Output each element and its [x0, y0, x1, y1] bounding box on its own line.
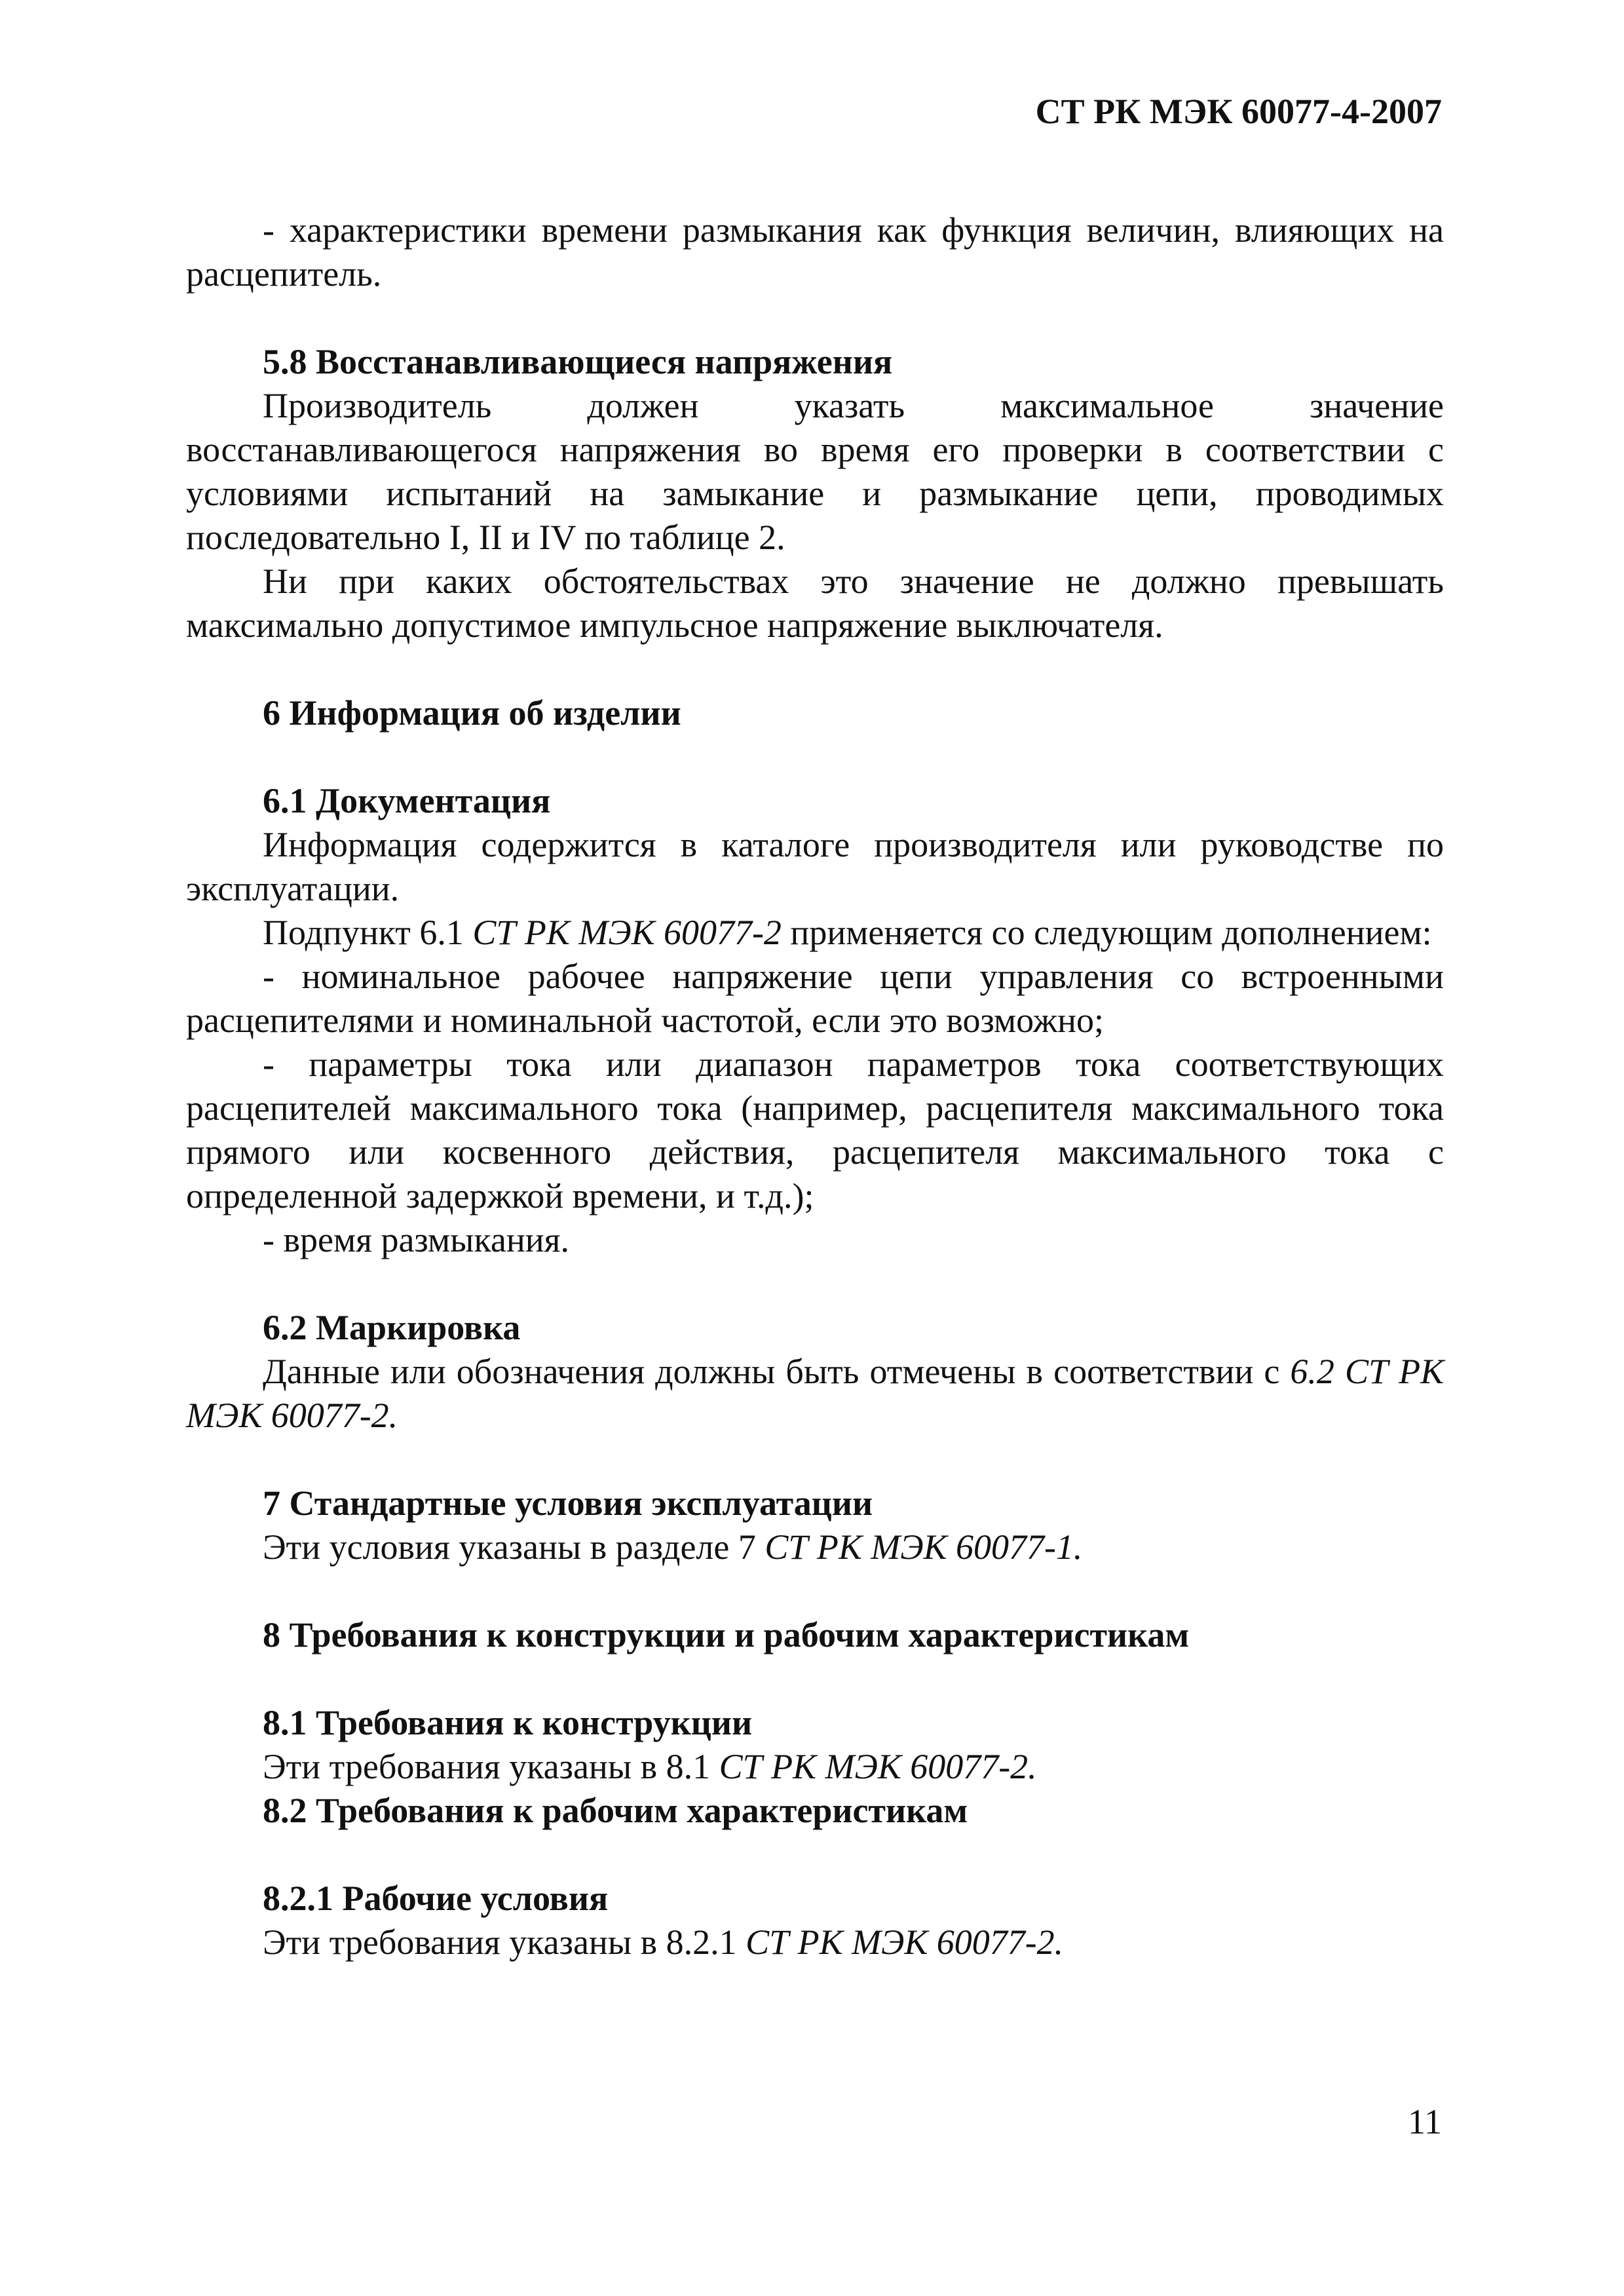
document-body [186, 208, 1444, 1964]
section-6-1-list-item-1: - номинальное рабочее напряжение цепи управления со встроенными расцепителями и номинальной частотой, если это возможно; [186, 957, 1444, 1040]
section-6-1-p2-text-b: применяется со следующим дополнением: [781, 913, 1432, 952]
section-8-1-heading: 8.1 Требования к конструкции [263, 1703, 753, 1742]
section-6-heading: 6 Информация об изделии [263, 693, 681, 733]
section-7-heading: 7 Стандартные условия эксплуатации [263, 1483, 873, 1523]
section-7-p1-text: Эти условия указаны в разделе 7 [263, 1527, 765, 1567]
section-7-p1-reference: СТ РК МЭК 60077-1. [765, 1527, 1083, 1567]
section-6-1-list-item-2: - параметры тока или диапазон параметров тока соответствующих расцепителей максимального тока (например, расцепителя максимального тока прямого или косвенного действия, расцепителя максимального тока с определенной задержкой времени, и т.д.); [186, 1044, 1444, 1215]
section-8-heading: 8 Требования к конструкции и рабочим характеристикам [263, 1615, 1190, 1655]
intro-paragraph: - характеристики времени размыкания как функция величин, влияющих на расцепитель. [186, 210, 1444, 294]
section-8-2-1-heading: 8.2.1 Рабочие условия [263, 1879, 609, 1918]
section-5-8-heading: 5.8 Восстанавливающиеся напряжения [263, 342, 893, 381]
section-5-8-paragraph-2: Ни при каких обстоятельствах это значение не должно превышать максимально допустимое импульсное напряжение выключателя. [186, 562, 1444, 645]
section-6-1-p2-text-a: Подпункт 6.1 [263, 913, 473, 952]
section-6-1-paragraph-1: Информация содержится в каталоге производителя или руководстве по эксплуатации. [186, 825, 1444, 908]
section-8-1-p1-text: Эти требования указаны в 8.1 [263, 1747, 719, 1786]
section-8-2-1-paragraph-1 [186, 1921, 1444, 1964]
section-6-2-paragraph-1 [186, 1350, 1444, 1438]
section-8-2-heading: 8.2 Требования к рабочим характеристикам [263, 1791, 968, 1830]
section-5-8-paragraph-1: Производитель должен указать максимальное значение восстанавливающегося напряжения во время его проверки в соответствии с условиями испытаний на замыкание и размыкание цепи, проводимых последовательно I, II и IV по таблице 2. [186, 386, 1444, 557]
section-6-1-p2-reference: СТ РК МЭК 60077-2 [472, 913, 782, 952]
section-6-1-list-item-3: - время размыкания. [263, 1220, 569, 1259]
section-8-1-p1-reference: СТ РК МЭК 60077-2. [719, 1747, 1037, 1786]
section-6-1-paragraph-2 [186, 911, 1444, 955]
page-number: 11 [1408, 2102, 1442, 2141]
section-6-2-p1-text: Данные или обозначения должны быть отмечены в соответствии с [263, 1352, 1291, 1391]
section-8-1-paragraph-1 [186, 1745, 1444, 1789]
section-6-2-heading: 6.2 Маркировка [263, 1308, 521, 1347]
section-6-1-heading: 6.1 Документация [263, 781, 551, 820]
section-8-2-1-p1-reference: СТ РК МЭК 60077-2. [746, 1923, 1064, 1962]
section-8-2-1-p1-text: Эти требования указаны в 8.2.1 [263, 1923, 746, 1962]
section-7-paragraph-1 [186, 1525, 1444, 1569]
section-6-2-p1-reference: 6.2 СТ РК МЭК 60077-2. [186, 1352, 1444, 1435]
document-code-header: СТ РК МЭК 60077-4-2007 [1035, 92, 1442, 131]
